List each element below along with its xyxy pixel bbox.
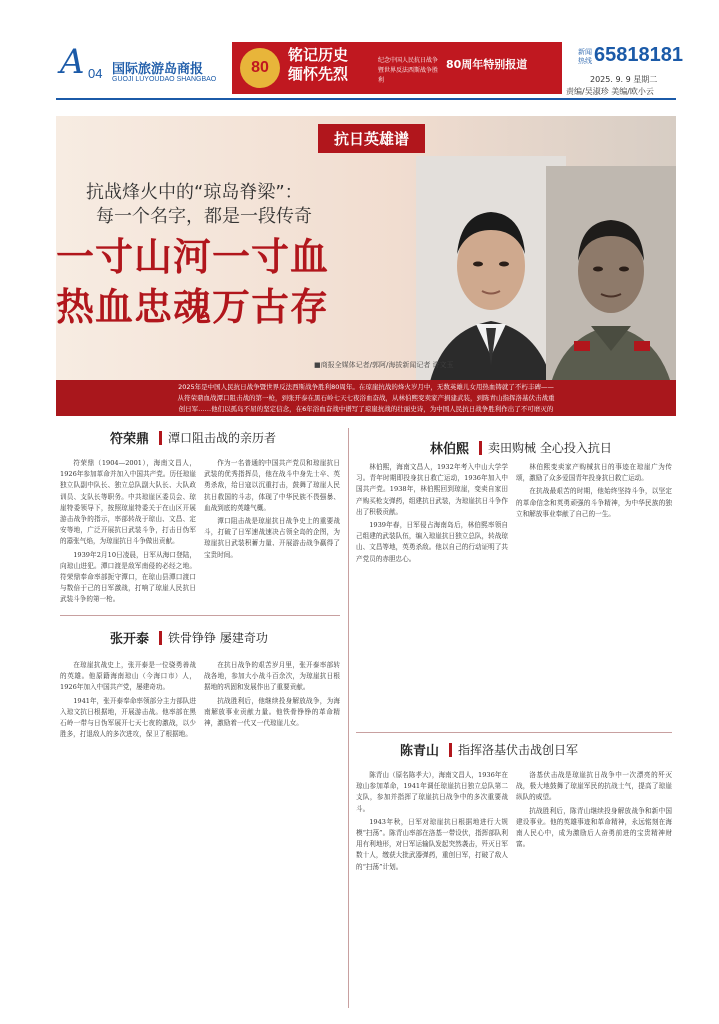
article-column xyxy=(204,660,340,1000)
issue-date: 2025. 9. 9 星期二 xyxy=(590,75,658,84)
paragraph: 1941年，张开泰奉命率领部分主力部队进入琼文抗日根据地，开展游击战。他率部在黑石岭一带与日伪军展开七天七夜的激战，以少胜多，打退敌人的多次进攻，保卫了根据地。 xyxy=(60,696,196,739)
anniversary-banner xyxy=(232,42,562,94)
person-name: 陈青山 xyxy=(400,744,440,759)
hero-intro: 2025年是中国人民抗日战争暨世界反法西斯战争胜利80周年。在琼崖抗战的烽火岁月中，无数英雄儿女用热血铸就了不朽丰碑——从符荣鼎血战潭口阻击战的第一枪，到张开泰在黑石岭七天七夜浴血奋战，从林伯熙变卖家产捐建武装，到陈青山指挥洛基伏击战重创日军……他们以孤岛不屈的坚定信念，在6年浴血奋战中谱写了琼崖抗战的壮丽史诗，为中国人民抗日战争胜利作出了不可磨灭的贡献。这段用生命和热血书写的抗战精神，至今仍在南海之滨熠熠生辉。 xyxy=(56,380,676,416)
section-divider xyxy=(356,732,672,733)
person-name: 符荣鼎 xyxy=(110,432,150,447)
hero-headline-line1: 一寸山河一寸血 xyxy=(56,235,330,279)
paragraph: 符荣鼎（1904—2001），海南文昌人，1926年参加革命并加入中国共产党。历任琼崖独立队副中队长、独立总队副大队长、大队政训员、支队长等职务。中共琼崖区委员会、琼崖特委领导下，按照琼崖特委关于在山区开展游击战争的指示，率部转战于琼山、文昌、定安等地，广泛开展抗日武装斗争，打击日伪军的嚣张气焰，为琼崖抗日斗争做出贡献。 xyxy=(60,459,196,546)
portrait-photo-uniform xyxy=(546,166,676,406)
hero-subtitle-line1: 抗战烽火中的“琼岛脊梁”： xyxy=(86,182,303,203)
paragraph: 林伯熙变卖家产购械抗日的事迹在琼崖广为传颂，激励了众多爱国青年投身抗日救亡运动。 xyxy=(516,463,672,483)
title-bar-icon xyxy=(159,431,162,445)
paragraph: 抗战胜利后，陈青山继续投身解放战争和新中国建设事业。他的英雄事迹和革命精神，永远铭刻在海南人民心中，成为激励后人奋勇前进的宝贵精神财富。 xyxy=(516,806,672,849)
article-column xyxy=(516,462,672,722)
paragraph: 在抗日战争的艰苦岁月里，张开泰率部转战各地，参加大小战斗百余次，为琼崖抗日根据地的巩固和发展作出了重要贡献。 xyxy=(204,661,340,692)
article-column xyxy=(60,458,196,608)
person-heading xyxy=(110,428,276,447)
hero-section xyxy=(56,116,676,424)
title-bar-icon xyxy=(159,631,162,645)
person-tagline: 指挥洛基伏击战创日军 xyxy=(458,743,579,757)
paragraph: 抗战胜利后，他继续投身解放战争，为海南解放事业贡献力量。他铁骨铮铮的革命精神，激励着一代又一代琼崖儿女。 xyxy=(204,696,340,728)
title-bar-icon xyxy=(479,441,482,455)
person-heading xyxy=(430,438,612,457)
paragraph: 1943年秋，日军对琼崖抗日根据地进行大规模“扫荡”。陈青山率部在洛基一带设伏，指挥部队利用有利地形，对日军运输队发起突然袭击，歼灭日军数十人，缴获大批武器弹药，重创日军，打破了敌人的“扫荡”计划。 xyxy=(356,817,508,871)
page-number: 04 xyxy=(88,66,103,81)
person-heading xyxy=(400,740,578,759)
banner-title: 铭记历史 缅怀先烈 xyxy=(288,46,349,83)
hotline-label: 新闻热线 xyxy=(578,48,592,65)
banner-special-report: 80周年特别报道 xyxy=(446,58,528,71)
paper-subtitle: GUOJI LÜYOUDAO SHANGBAO xyxy=(112,76,217,83)
paragraph: 洛基伏击战是琼崖抗日战争中一次漂亮的歼灭战，极大地鼓舞了琼崖军民的抗战士气，提高了琼崖纵队的威望。 xyxy=(516,771,672,802)
paragraph: 陈青山（原名陈孝大），海南文昌人，1936年在琼山参加革命，1941年调任琼崖抗日独立总队第二支队，参加并指挥了琼崖抗日战争中的多次重要战斗。 xyxy=(356,771,508,813)
masthead xyxy=(0,0,719,100)
article-column xyxy=(356,770,508,1005)
section-tag: 抗日英雄谱 xyxy=(318,124,425,153)
paragraph: 在琼崖抗战史上，张开泰是一位骁勇善战的英雄。他原籍海南琼山（今海口市）人，1926年加入中国共产党，屡建奇功。 xyxy=(60,661,196,692)
person-heading xyxy=(110,628,268,647)
paragraph: 1939年2月10日凌晨，日军从海口登陆，向琼山进犯。潭口渡是敌军南侵的必经之地。符荣鼎奉命率部扼守潭口，在琼山县潭口渡口与数倍于己的日军激战，打响了琼崖人民抗日武装斗争的第一枪。 xyxy=(60,550,196,604)
photo-credit: ■商报全媒体记者/郭阿/海拔新闻记者 许文玉 xyxy=(314,361,454,369)
person-name: 林伯熙 xyxy=(430,442,470,457)
hero-headline-line2: 热血忠魂万古存 xyxy=(56,285,330,329)
paper-name: 国际旅游岛商报 xyxy=(112,62,204,77)
paragraph: 在抗战最艰苦的时期，他始终坚持斗争，以坚定的革命信念和英勇顽强的斗争精神，为中华民族的独立和解放事业奉献了自己的一生。 xyxy=(516,487,672,518)
page-letter: A xyxy=(60,42,85,82)
article-column xyxy=(204,458,340,608)
hero-subtitle-line2: 每一个名字，都是一段传奇 xyxy=(96,206,312,227)
article-column xyxy=(516,770,672,1005)
section-divider xyxy=(60,615,340,616)
anniversary-badge-icon: 80 xyxy=(240,48,280,88)
masthead-rule xyxy=(56,98,676,100)
article-column xyxy=(356,462,508,722)
person-tagline: 铁骨铮铮 屡建奇功 xyxy=(168,631,268,645)
paragraph: 潭口阻击战是琼崖抗日战争史上的重要战斗，打破了日军速战速决占领全岛的企图，为琼崖抗日武装积蓄力量、开展游击战争赢得了宝贵时间。 xyxy=(204,517,340,559)
hotline-number: 65818181 xyxy=(594,44,683,66)
person-tagline: 卖田购械 全心投入抗日 xyxy=(488,441,612,455)
paragraph: 1939年春，日军侵占海南岛后，林伯熙率领自己组建的武装队伍，编入琼崖抗日独立总队，转战琼山、文昌等地，英勇杀敌。他以自己的行动证明了共产党员的赤胆忠心。 xyxy=(356,521,508,563)
banner-description: 纪念中国人民抗日战争暨世界反法西斯战争胜利 xyxy=(378,57,439,84)
column-divider xyxy=(348,428,349,1008)
title-bar-icon xyxy=(449,743,452,757)
person-tagline: 潭口阻击战的亲历者 xyxy=(168,431,277,445)
article-column xyxy=(60,660,196,1000)
paragraph: 作为一名普通的中国共产党员和琼崖抗日武装的优秀指挥员，他在战斗中身先士卒、英勇杀敌，给日寇以沉重打击，鼓舞了琼崖人民抗日救国的斗志，体现了中华民族不畏强暴、血战到底的英雄气概。 xyxy=(204,459,340,512)
paragraph: 林伯熙，海南文昌人，1932年考入中山大学学习。青年时期即投身抗日救亡运动，1936年加入中国共产党。1938年，林伯熙回到琼崖，变卖自家田产购买枪支弹药，组建抗日武装，为琼崖抗日斗争作出了积极贡献。 xyxy=(356,463,508,516)
person-name: 张开泰 xyxy=(110,632,150,647)
editor-credits: 责编/吴淑珍 美编/欧小云 xyxy=(566,87,654,96)
